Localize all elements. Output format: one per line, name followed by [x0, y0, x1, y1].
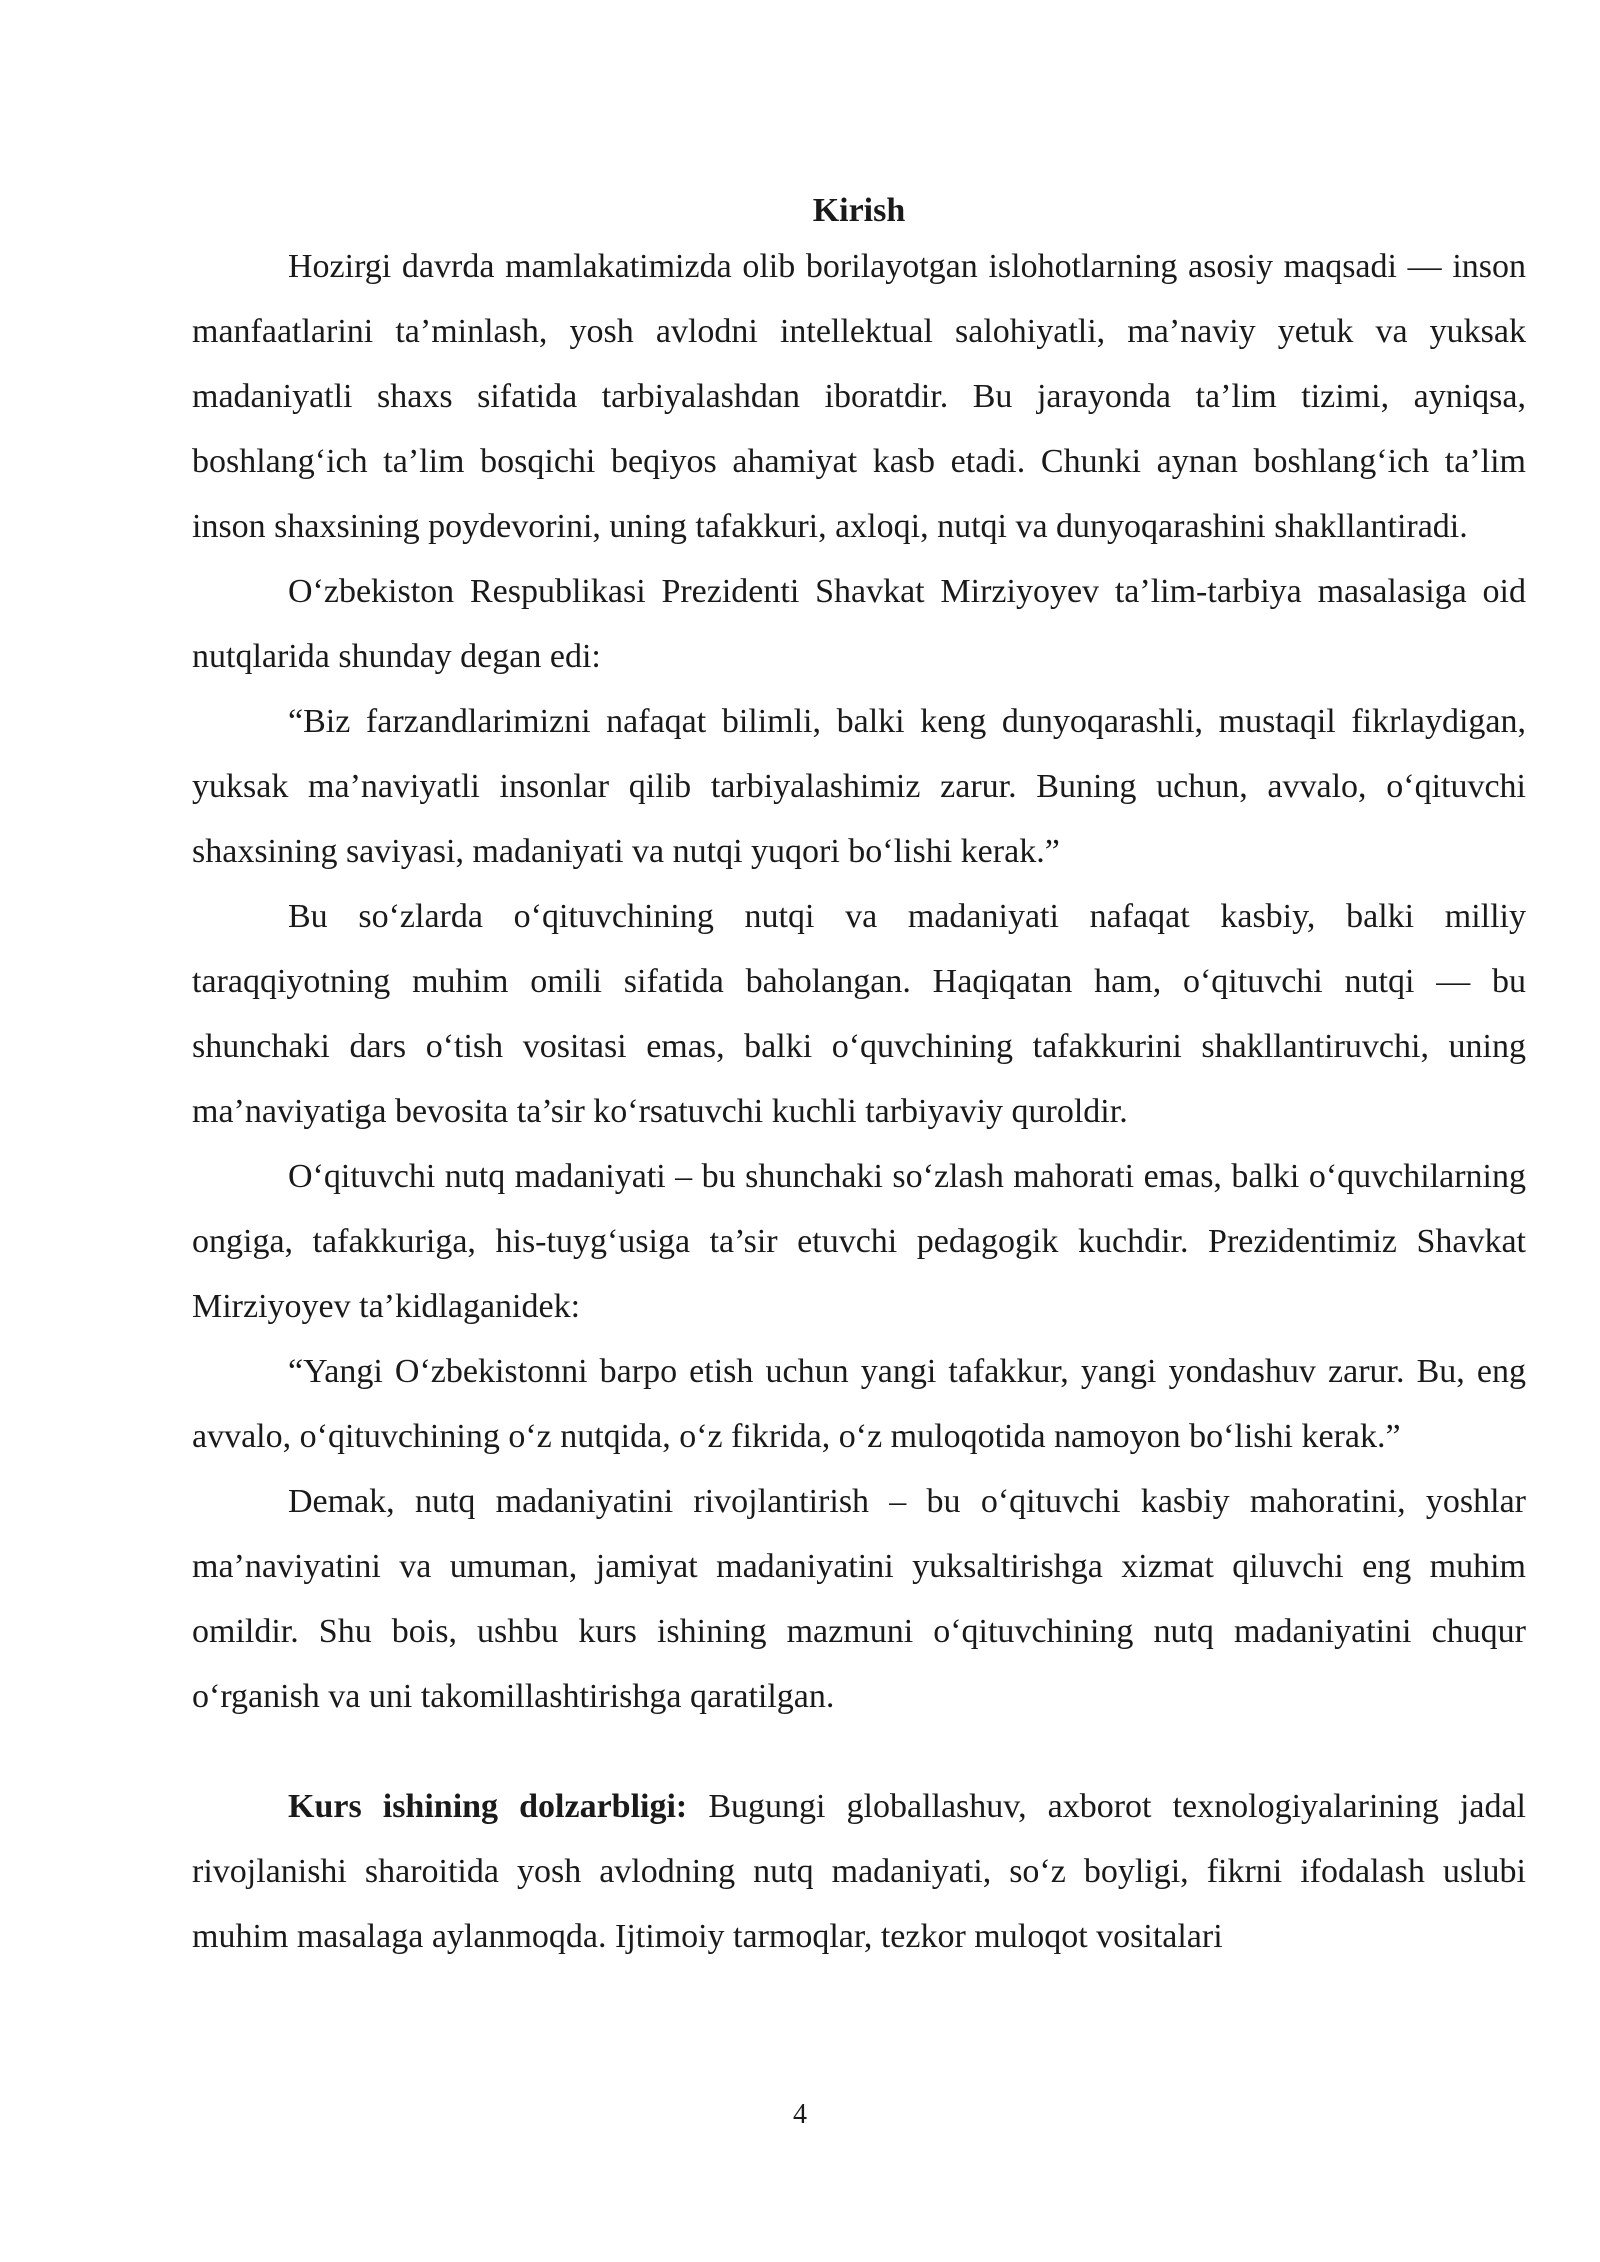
paragraph-president-intro: O‘zbekiston Respublikasi Prezidenti Shavkat Mirziyoyev ta’lim-tarbiya masalasiga oid nutqlarida shunday degan edi: [192, 573, 1526, 675]
quote-paragraph-2: “Yangi O‘zbekistonni barpo etish uchun yangi tafakkur, yangi yondashuv zarur. Bu, eng avvalo, o‘qituvchining o‘z nutqida, o‘z fikrida, o‘z muloqotida namoyon bo‘lishi kerak.” [192, 1353, 1526, 1455]
relevance-heading: Kurs ishining dolzarbligi: [288, 1788, 688, 1825]
quote-paragraph-1: “Biz farzandlarimizni nafaqat bilimli, balki keng dunyoqarashli, mustaqil fikrlaydigan, yuksak ma’naviyatli insonlar qilib tarbiyalashimiz zarur. Buning uchun, avvalo, o‘qituvchi shaxsining saviyasi, madaniyati va nutqi yuqori bo‘lishi kerak.” [192, 703, 1526, 870]
paragraph-intro: Hozirgi davrda mamlakatimizda olib borilayotgan islohotlarning asosiy maqsadi — inson manfaatlarini ta’minlash, yosh avlodni intellektual salohiyatli, ma’naviy yetuk va yuksak madaniyatli shaxs sifatida tarbiyalashdan iboratdir. Bu jarayonda ta’lim tizimi, ayniqsa, boshlang‘ich ta’lim bosqichi beqiyos ahamiyat kasb etadi. Chunki aynan boshlang‘ich ta’lim inson shaxsining poydevorini, uning tafakkuri, axloqi, nutqi va dunyoqarashini shakllantiradi. [192, 248, 1526, 545]
paragraph-speech-culture: O‘qituvchi nutq madaniyati – bu shunchaki so‘zlash mahorati emas, balki o‘quvchilarning ongiga, tafakkuriga, his-tuyg‘usiga ta’sir etuvchi pedagogik kuchdir. Prezidentimiz Shavkat Mirziyoyev ta’kidlaganidek: [192, 1158, 1526, 1325]
relevance-text: Bugungi globallashuv, axborot texnologiyalarining jadal rivojlanishi sharoitida yosh avlodning nutq madaniyati, so‘z boyligi, fikrni ifodalash uslubi muhim masalaga aylanmoqda. Ijtimoiy tarmoqlar, tezkor muloqot vositalari [192, 1788, 1527, 1955]
paragraph-conclusion: Demak, nutq madaniyatini rivojlantirish – bu o‘qituvchi kasbiy mahoratini, yoshlar ma’naviyatini va umuman, jamiyat madaniyatini yuksaltirishga xizmat qiluvchi eng muhim omildir. Shu bois, ushbu kurs ishining mazmuni o‘qituvchining nutq madaniyatini chuqur o‘rganish va uni takomillashtirishga qaratilgan. [192, 1483, 1526, 1715]
page-content [192, 188, 1526, 1969]
section-title: Kirish [812, 192, 906, 229]
paragraph-spacer [192, 1729, 1526, 1774]
paragraph-teacher-speech: Bu so‘zlarda o‘qituvchining nutqi va madaniyati nafaqat kasbiy, balki milliy taraqqiyotning muhim omili sifatida baholangan. Haqiqatan ham, o‘qituvchi nutqi — bu shunchaki dars o‘tish vositasi emas, balki o‘quvchining tafakkurini shakllantiruvchi, uning ma’naviyatiga bevosita ta’sir ko‘rsatuvchi kuchli tarbiyaviy quroldir. [192, 898, 1526, 1130]
page-number: 4 [793, 2099, 807, 2130]
paragraph-relevance [192, 1774, 1526, 1969]
